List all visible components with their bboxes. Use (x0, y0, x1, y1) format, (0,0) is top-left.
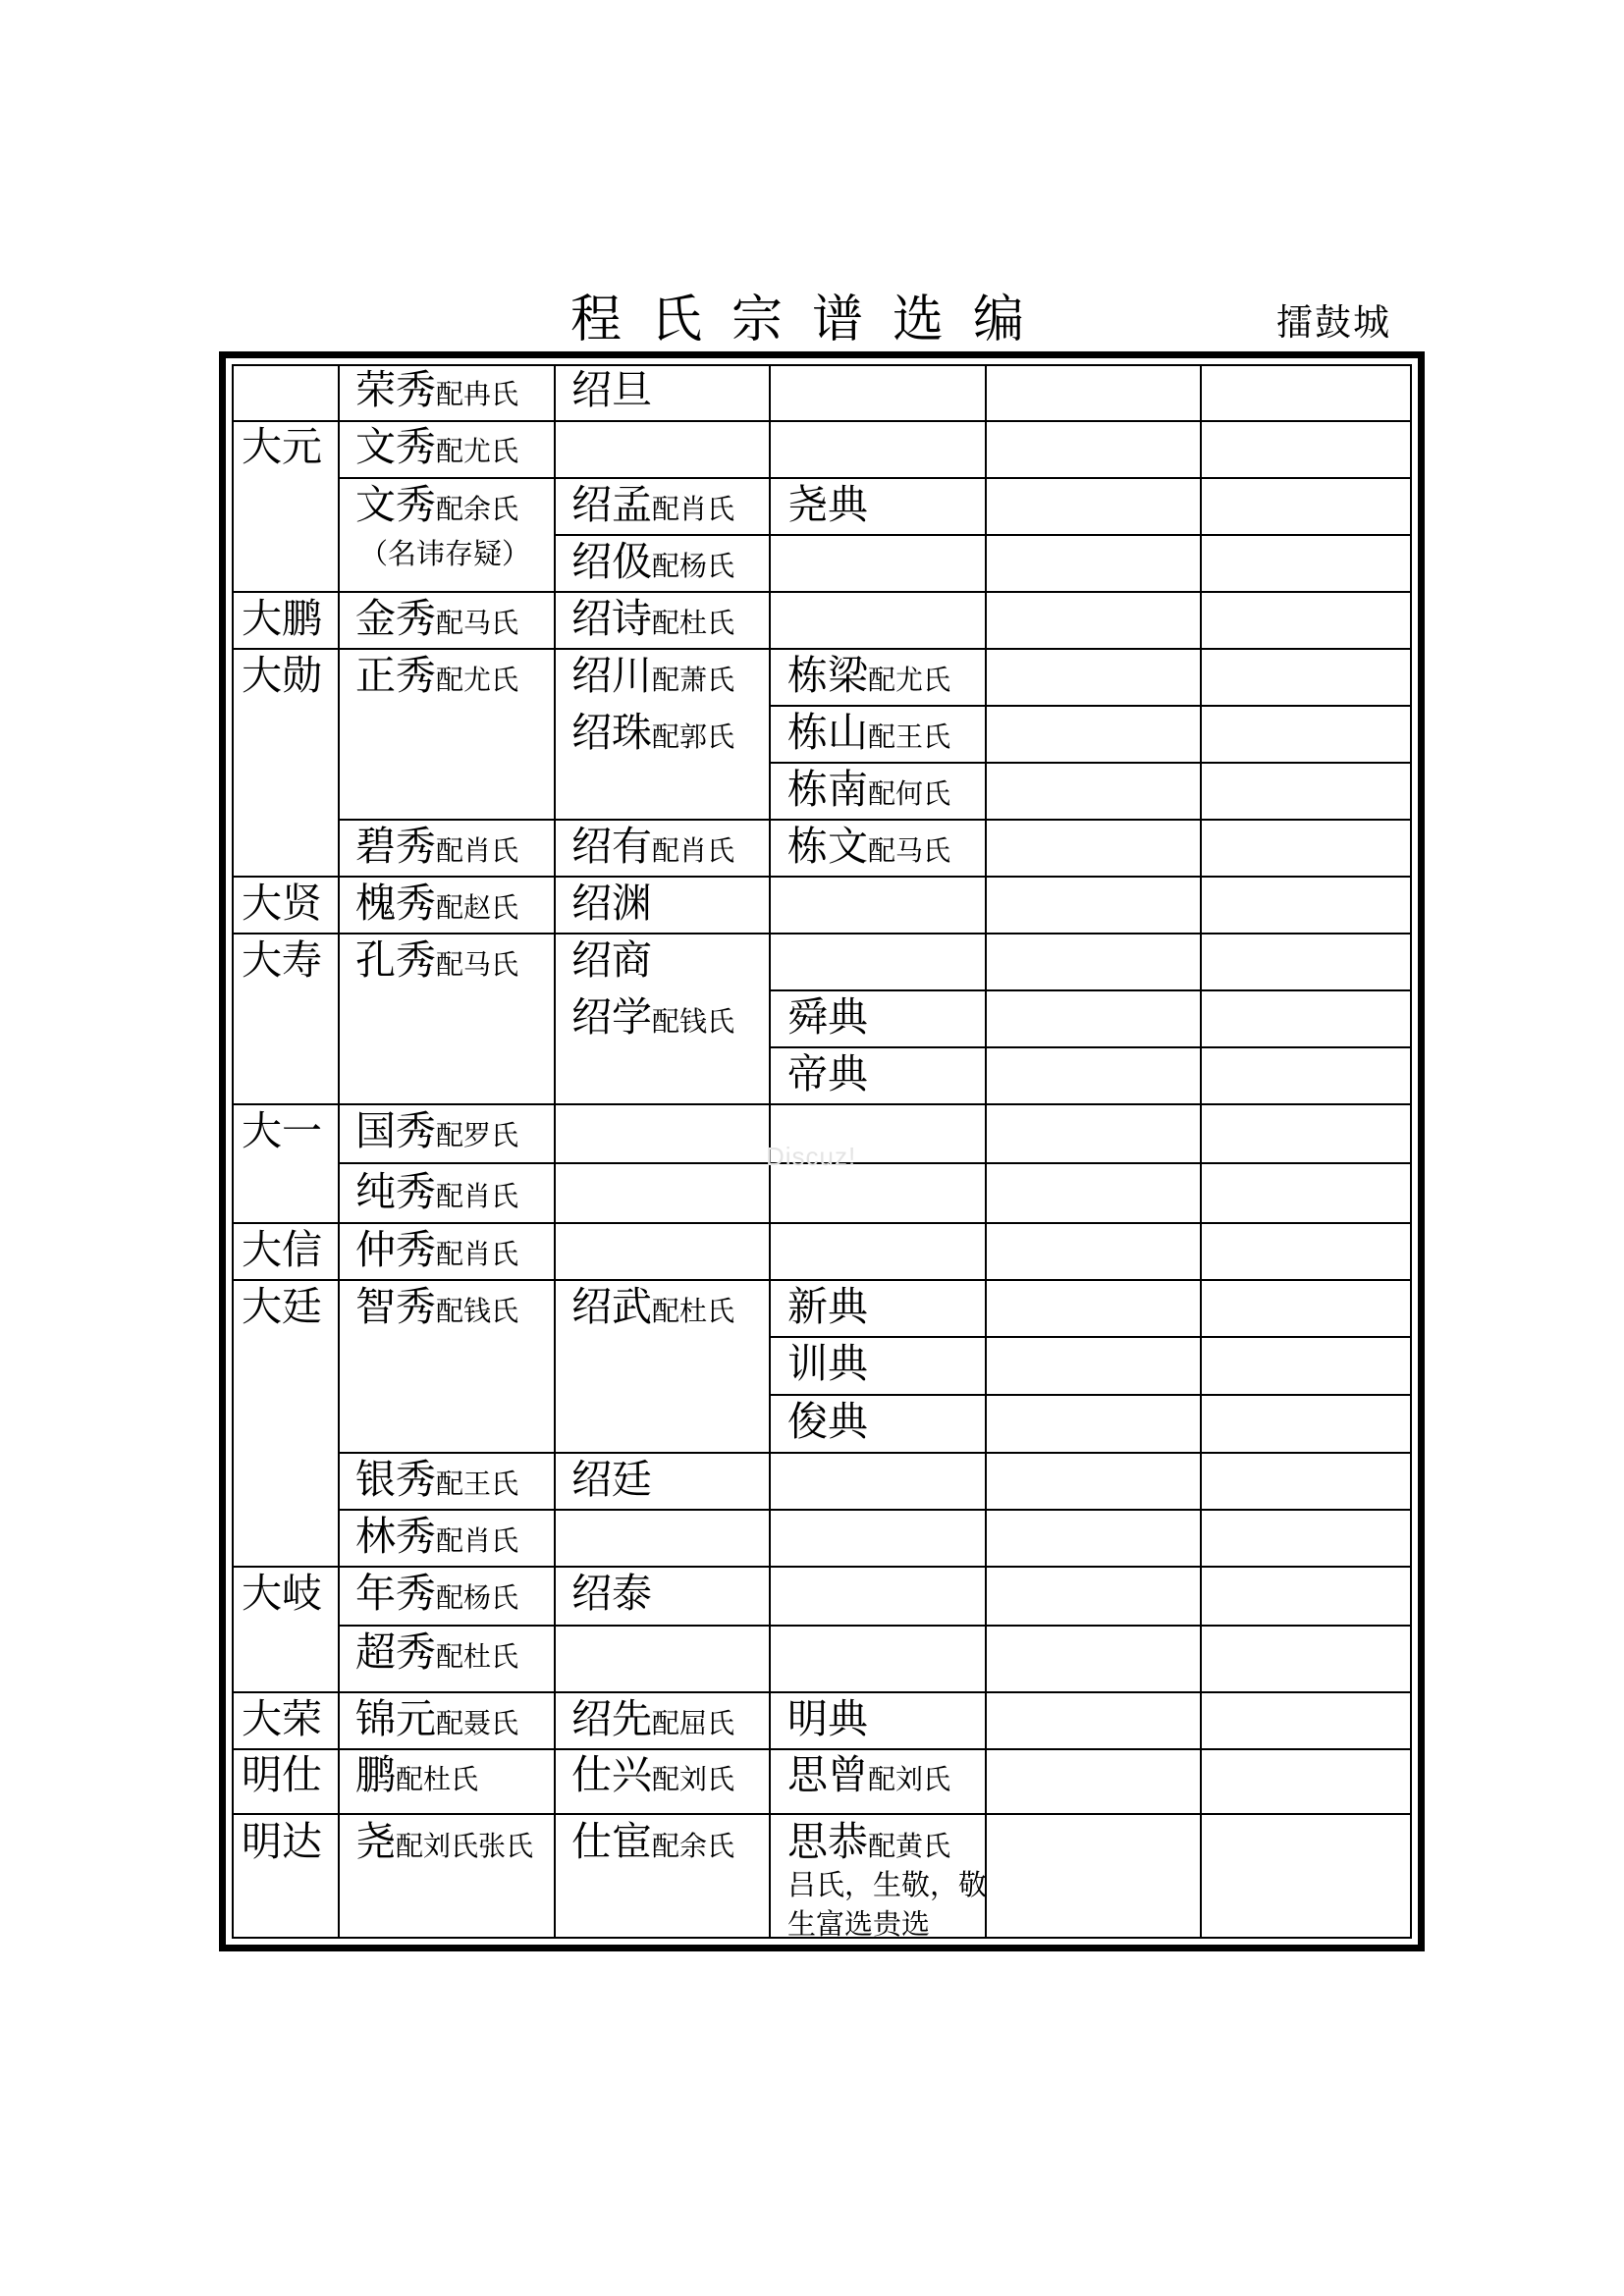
cell-e20 (571, 823, 734, 875)
person-name: 国秀 (355, 1107, 436, 1154)
cell-e34 (242, 1226, 322, 1273)
person-name: 俊典 (787, 1398, 868, 1445)
cell-e22 (242, 880, 322, 927)
person-name: 训典 (787, 1340, 868, 1387)
person-name: 鹏 (355, 1751, 396, 1798)
person-name: 大荣 (242, 1695, 322, 1742)
spouse-text: 配刘氏 (868, 1763, 951, 1795)
person-name: 银秀 (355, 1456, 436, 1503)
cell-e35 (355, 1226, 518, 1278)
person-name: 绍孟 (571, 481, 652, 528)
spouse-text: 配余氏 (652, 1830, 735, 1862)
cell-e12 (242, 652, 322, 699)
cell-e30 (787, 1050, 868, 1097)
person-name: 绍珠 (571, 709, 652, 756)
spouse-text: 配郭氏 (652, 721, 735, 753)
person-name: 明典 (787, 1695, 868, 1742)
person-name: 思恭 (787, 1818, 868, 1865)
person-name: 孔秀 (355, 936, 436, 984)
person-name: 年秀 (355, 1570, 436, 1617)
person-name: 帝典 (787, 1050, 868, 1097)
person-name: 锦元 (355, 1695, 436, 1742)
person-name: 仕兴 (571, 1751, 652, 1798)
cell-e19 (355, 823, 518, 875)
person-name: 绍旦 (571, 366, 652, 413)
cell-e48 (355, 1629, 518, 1681)
person-name: 文秀 (355, 481, 436, 528)
cell-e21 (787, 823, 950, 875)
cell-e09 (242, 595, 322, 642)
cell-e49 (242, 1695, 322, 1742)
cell-e53 (242, 1751, 322, 1798)
cell-e43 (571, 1456, 652, 1503)
person-name: 大岐 (242, 1570, 322, 1617)
cell-e23 (355, 880, 518, 932)
spouse-text: 配王氏 (436, 1468, 519, 1500)
page-title: 程氏宗谱选编 (569, 291, 1054, 349)
watermark-text: Discuz! (766, 1142, 857, 1171)
cell-e18 (787, 766, 950, 818)
spouse-text: 配杨氏 (436, 1581, 519, 1614)
spouse-text: 配杜氏 (436, 1640, 519, 1673)
person-name: 新典 (787, 1283, 868, 1330)
cell-e11 (571, 595, 734, 647)
spouse-text: 配肖氏 (436, 1238, 519, 1270)
person-name: 栋文 (787, 823, 868, 870)
cell-e59 (571, 1818, 734, 1870)
cell-e50 (355, 1695, 518, 1747)
note-e05: （名讳存疑） (359, 537, 531, 570)
cell-e42 (355, 1456, 518, 1508)
spouse-text: 配聂氏 (436, 1707, 519, 1739)
spouse-text: 配钱氏 (652, 1005, 735, 1038)
person-name: 绍伋 (571, 538, 652, 585)
spouse-text: 配尤氏 (436, 664, 519, 696)
spouse-text: 配尤氏 (868, 664, 951, 696)
person-name: 纯秀 (355, 1168, 436, 1215)
cell-e17 (787, 709, 950, 761)
person-name: 绍先 (571, 1695, 652, 1742)
cell-e51 (571, 1695, 734, 1747)
person-name: 大鹏 (242, 595, 322, 642)
person-name: 绍廷 (571, 1456, 652, 1503)
person-name: 荣秀 (355, 366, 436, 413)
person-name: 超秀 (355, 1629, 436, 1676)
cell-e60 (787, 1818, 950, 1870)
cell-e02 (571, 366, 652, 413)
cell-e06 (571, 481, 734, 533)
person-name: 大一 (242, 1107, 322, 1154)
cell-e13 (355, 652, 518, 704)
person-name: 林秀 (355, 1513, 436, 1560)
cell-e55 (571, 1751, 734, 1803)
cell-e40 (787, 1340, 868, 1387)
cell-e56 (787, 1751, 950, 1803)
cell-e16 (571, 709, 734, 761)
cell-e33 (355, 1168, 518, 1220)
spouse-text: 配王氏 (868, 721, 951, 753)
cell-e01 (355, 366, 518, 418)
cell-e58 (355, 1818, 533, 1870)
spouse-text: 配余氏 (436, 493, 519, 525)
note-e60-line1: 吕氏，生敬，敬 (787, 1868, 988, 1901)
person-name: 仕宦 (571, 1818, 652, 1865)
person-name: 大廷 (242, 1283, 322, 1330)
cell-e24 (571, 880, 652, 927)
spouse-text: 配马氏 (436, 948, 519, 981)
spouse-text: 配杜氏 (652, 1295, 735, 1327)
cell-e14 (571, 652, 734, 704)
cell-e10 (355, 595, 518, 647)
spouse-text: 配赵氏 (436, 891, 519, 924)
cell-e08 (571, 538, 734, 590)
person-name: 尧典 (787, 481, 868, 528)
cell-e47 (571, 1570, 652, 1617)
spouse-text: 配杜氏 (652, 607, 735, 639)
spouse-text: 配尤氏 (436, 435, 519, 467)
note-e60-line2: 生富选贵选 (787, 1907, 931, 1941)
spouse-text: 配马氏 (436, 607, 519, 639)
person-name: 尧 (355, 1818, 396, 1865)
person-name: 金秀 (355, 595, 436, 642)
cell-e25 (242, 936, 322, 984)
spouse-text: 配萧氏 (652, 664, 735, 696)
spouse-text: 配肖氏 (436, 1524, 519, 1557)
cell-e32 (355, 1107, 518, 1159)
cell-e04 (355, 423, 518, 475)
spouse-text: 配杨氏 (652, 550, 735, 582)
person-name: 明仕 (242, 1751, 322, 1798)
spouse-text: 配肖氏 (436, 1180, 519, 1212)
person-name: 栋山 (787, 709, 868, 756)
person-name: 明达 (242, 1818, 322, 1865)
spouse-text: 配杜氏 (396, 1763, 479, 1795)
person-name: 绍有 (571, 823, 652, 870)
cell-e37 (355, 1283, 518, 1335)
spouse-text: 配刘氏 (652, 1763, 735, 1795)
person-name: 栋梁 (787, 652, 868, 699)
spouse-text: 配刘氏张氏 (396, 1830, 534, 1862)
person-name: 大元 (242, 423, 322, 470)
person-name: 思曾 (787, 1751, 868, 1798)
person-name: 槐秀 (355, 880, 436, 927)
cell-e38 (571, 1283, 734, 1335)
cell-e54 (355, 1751, 478, 1803)
cell-e52 (787, 1695, 868, 1742)
cell-e07 (787, 481, 868, 528)
cell-e46 (355, 1570, 518, 1622)
person-name: 智秀 (355, 1283, 436, 1330)
spouse-text: 配肖氏 (652, 834, 735, 867)
spouse-text: 配何氏 (868, 777, 951, 810)
person-name: 大贤 (242, 880, 322, 927)
cell-e39 (787, 1283, 868, 1330)
spouse-text: 配屈氏 (652, 1707, 735, 1739)
person-name: 大信 (242, 1226, 322, 1273)
cell-e36 (242, 1283, 322, 1330)
person-name: 文秀 (355, 423, 436, 470)
spouse-text: 配肖氏 (436, 834, 519, 867)
spouse-text: 配肖氏 (652, 493, 735, 525)
person-name: 绍商 (571, 936, 652, 984)
person-name: 绍诗 (571, 595, 652, 642)
person-name: 舜典 (787, 993, 868, 1041)
person-name: 栋南 (787, 766, 868, 813)
cell-e44 (355, 1513, 518, 1565)
place-name: 擂鼓城 (1276, 301, 1391, 344)
person-name: 仲秀 (355, 1226, 436, 1273)
person-name: 正秀 (355, 652, 436, 699)
cell-e05 (355, 481, 518, 533)
person-name: 绍泰 (571, 1570, 652, 1617)
cell-e29 (787, 993, 868, 1041)
cell-e03 (242, 423, 322, 470)
cell-e31 (242, 1107, 322, 1154)
spouse-text: 配钱氏 (436, 1295, 519, 1327)
spouse-text: 配罗氏 (436, 1119, 519, 1151)
cell-e45 (242, 1570, 322, 1617)
person-name: 绍渊 (571, 880, 652, 927)
person-name: 大勋 (242, 652, 322, 699)
person-name: 绍武 (571, 1283, 652, 1330)
spouse-text: 配冉氏 (436, 378, 519, 410)
cell-e28 (571, 993, 734, 1045)
cell-e26 (355, 936, 518, 988)
cell-e27 (571, 936, 652, 984)
person-name: 大寿 (242, 936, 322, 984)
cell-e41 (787, 1398, 868, 1445)
person-name: 绍川 (571, 652, 652, 699)
spouse-text: 配黄氏 (868, 1830, 951, 1862)
person-name: 绍学 (571, 993, 652, 1041)
spouse-text: 配马氏 (868, 834, 951, 867)
cell-e15 (787, 652, 950, 704)
person-name: 碧秀 (355, 823, 436, 870)
cell-e57 (242, 1818, 322, 1865)
